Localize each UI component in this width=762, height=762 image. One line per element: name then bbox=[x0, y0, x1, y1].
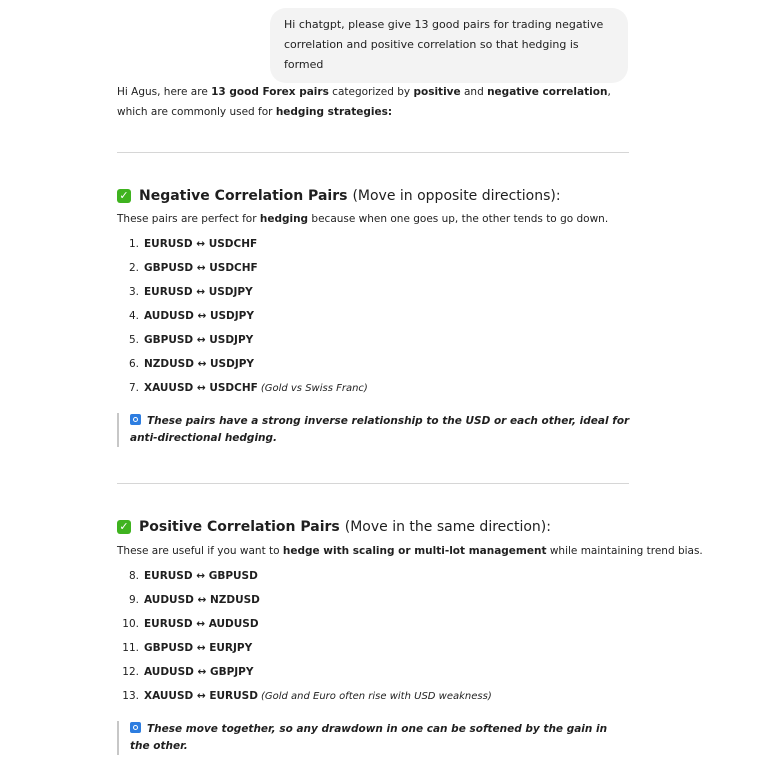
positive-section-heading bbox=[117, 519, 551, 535]
positive-section-subtitle: (Move in the same direction): bbox=[344, 519, 551, 535]
currency-pair: EURUSD ↔ USDJPY bbox=[144, 286, 253, 298]
positive-section-title: Positive Correlation Pairs bbox=[139, 519, 340, 535]
info-icon bbox=[130, 722, 141, 733]
currency-pair: AUDUSD ↔ NZDUSD bbox=[144, 594, 260, 606]
currency-pair: XAUUSD ↔ EURUSD bbox=[144, 690, 258, 702]
negative-section-title: Negative Correlation Pairs bbox=[139, 188, 348, 204]
negative-callout bbox=[117, 413, 630, 447]
currency-pair: AUDUSD ↔ GBPJPY bbox=[144, 666, 254, 678]
currency-pair: EURUSD ↔ AUDUSD bbox=[144, 618, 259, 630]
list-number: 3. bbox=[128, 286, 139, 298]
list-number: 11. bbox=[122, 642, 139, 654]
list-number: 7. bbox=[128, 382, 139, 394]
list-number: 12. bbox=[122, 666, 139, 678]
check-mark-button-icon: ✓ bbox=[117, 189, 131, 203]
currency-pair: NZDUSD ↔ USDJPY bbox=[144, 358, 255, 370]
pair-list-item bbox=[117, 588, 492, 612]
list-number: 8. bbox=[128, 570, 139, 582]
pair-list-item bbox=[117, 660, 492, 684]
pair-note: (Gold and Euro often rise with USD weakness) bbox=[260, 691, 492, 702]
currency-pair: EURUSD ↔ GBPUSD bbox=[144, 570, 258, 582]
pair-list-item bbox=[117, 232, 368, 256]
negative-section-heading bbox=[117, 188, 561, 204]
desc-bold: hedging bbox=[259, 213, 309, 225]
pair-list-item bbox=[117, 256, 368, 280]
currency-pair: GBPUSD ↔ EURJPY bbox=[144, 642, 253, 654]
negative-pairs-list bbox=[117, 232, 368, 400]
currency-pair: AUDUSD ↔ USDJPY bbox=[144, 310, 254, 322]
negative-callout-text: These pairs have a strong inverse relationship to the USD or each other, ideal for anti-directional hedging. bbox=[130, 415, 630, 444]
desc-text: These pairs are perfect for bbox=[117, 213, 260, 225]
positive-pairs-list bbox=[117, 564, 492, 708]
pair-list-item bbox=[117, 684, 492, 708]
positive-callout-text: These move together, so any drawdown in one can be softened by the gain in the other. bbox=[130, 723, 608, 752]
intro-text: , which are commonly used for bbox=[117, 86, 611, 118]
desc-text: while maintaining trend bias. bbox=[546, 545, 703, 557]
list-number: 1. bbox=[128, 238, 139, 250]
list-number: 10. bbox=[122, 618, 139, 630]
currency-pair: XAUUSD ↔ USDCHF bbox=[144, 382, 258, 394]
positive-callout bbox=[117, 721, 630, 755]
negative-section-description bbox=[117, 213, 608, 225]
intro-bold: hedging strategies: bbox=[275, 106, 393, 118]
pair-list-item bbox=[117, 612, 492, 636]
intro-bold: negative correlation bbox=[487, 86, 608, 98]
pair-list-item bbox=[117, 636, 492, 660]
info-icon bbox=[130, 414, 141, 425]
list-number: 6. bbox=[128, 358, 139, 370]
currency-pair: EURUSD ↔ USDCHF bbox=[144, 238, 258, 250]
pair-list-item bbox=[117, 352, 368, 376]
desc-text: because when one goes up, the other tends to go down. bbox=[308, 213, 609, 225]
currency-pair: GBPUSD ↔ USDCHF bbox=[144, 262, 258, 274]
pair-list-item bbox=[117, 304, 368, 328]
intro-text: Hi Agus, here are bbox=[117, 86, 212, 98]
intro-bold: 13 good Forex pairs bbox=[211, 86, 329, 98]
user-message-bubble bbox=[270, 8, 628, 83]
assistant-intro bbox=[117, 82, 637, 122]
intro-text: and bbox=[460, 86, 488, 98]
desc-text: These are useful if you want to bbox=[117, 545, 283, 557]
positive-section-description bbox=[117, 545, 703, 557]
pair-note: (Gold vs Swiss Franc) bbox=[260, 383, 368, 394]
check-mark-button-icon: ✓ bbox=[117, 520, 131, 534]
list-number: 9. bbox=[128, 594, 139, 606]
divider bbox=[117, 152, 629, 153]
negative-section-subtitle: (Move in opposite directions): bbox=[352, 188, 561, 204]
currency-pair: GBPUSD ↔ USDJPY bbox=[144, 334, 254, 346]
desc-bold: hedge with scaling or multi-lot management bbox=[282, 545, 547, 557]
divider bbox=[117, 483, 629, 484]
pair-list-item bbox=[117, 328, 368, 352]
list-number: 5. bbox=[128, 334, 139, 346]
pair-list-item bbox=[117, 564, 492, 588]
intro-bold: positive bbox=[413, 86, 461, 98]
list-number: 13. bbox=[122, 690, 139, 702]
pair-list-item bbox=[117, 280, 368, 304]
pair-list-item bbox=[117, 376, 368, 400]
intro-text: categorized by bbox=[328, 86, 414, 98]
list-number: 4. bbox=[128, 310, 139, 322]
list-number: 2. bbox=[128, 262, 139, 274]
user-message-text: Hi chatgpt, please give 13 good pairs for trading negative correlation and positive correlation so that hedging is formed bbox=[284, 18, 604, 71]
